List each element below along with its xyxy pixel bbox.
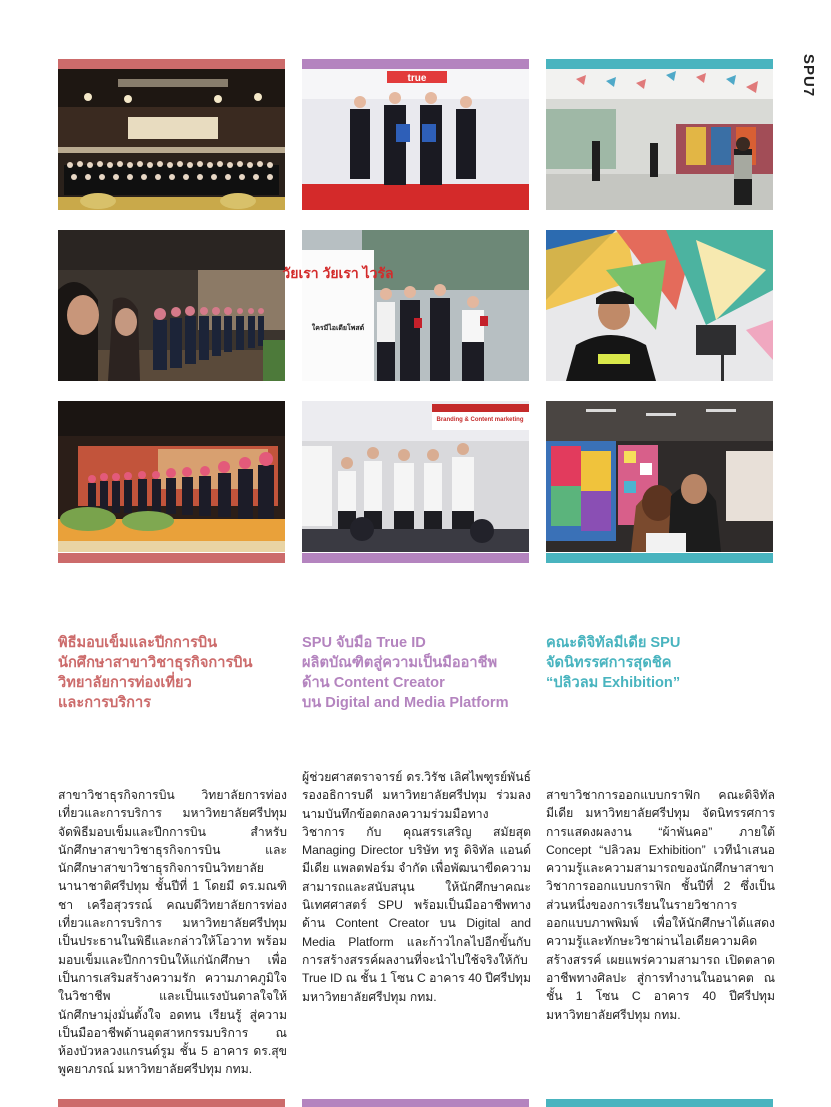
col1-body-text: สาขาวิชาธุรกิจการบิน วิทยาลัยการท่องเที่ยวและการบริการ มหาวิทยาลัยศรีปทุม จัดพิธีมอบเข็มและปีกการบิน สำหรับนักศึกษาสาขาวิชาธุรกิจการบิน และนักศึกษาสาขาวิชาธุรกิจการบินวิทยาลัยนานาชาติศรีปทุม ชั้นปีที่ 1 โดยมี ดร.มณฑิชา เครือสุวรรณ์ คณบดีวิทยาลัยการท่องเที่ยวและการบริการ มหาวิทยาลัยศรีปทุม เป็นประธานในพิธีและกล่าวให้โอวาท พร้อมมอบเข็มและปีกการบินให้แก่นักศึกษา เพื่อเป็นการเสริมสร้างความรัก ความภาคภูมิใจในวิชาชีพ และเป็นแรงบันดาลใจให้นักศึกษามุ่งมั่นตั้งใจ อดทน เรียนรู้ สู่ความเป็นมืออาชีพด้านอุตสาหกรรมบริการ ณ ห้องบัวหลวงแกรนด์รูม ชั้น 5 อาคาร ดร.สุข พูคยาภรณ์ มหาวิทยาลัยศรีปทุม กทม. bbox=[58, 788, 287, 1077]
stage-lineup-photo bbox=[58, 401, 285, 552]
col2-bottom-bar bbox=[302, 1099, 529, 1107]
col3-top-bar bbox=[546, 59, 773, 69]
magazine-logo: SPU7 bbox=[800, 54, 817, 98]
col3-body-text: สาขาวิชาการออกแบบกราฟิก คณะดิจิทัลมีเดีย มหาวิทยาลัยศรีปทุม จัดนิทรรศการการแสดงผลงาน “ผ้าพันคอ” ภายใต้ Concept “ปลิวลม Exhibition” เวทีนำเสนอความรู้และความสามารถของนักศึกษาสาขาวิชาการออกแบบกราฟิก ชั้นปีที่ 2 ซึ่งเป็นส่วนหนึ่งของการเรียนในรายวิชาการออกแบบภาพพิมพ์ เพื่อให้นักศึกษาได้แสดงความรู้และทักษะวิชาผ่านไอเดียความคิดสร้างสรรค์ เผยแพร่ความสามารถ เปิดตลาดอาชีพทางศิลปะ สู่การทำงานในอนาคต ณ ชั้น 1 โซน C อาคาร 40 ปีศรีปทุม มหาวิทยาลัยศรีปทุม กทม. bbox=[546, 788, 775, 1022]
branding-banner-text: Branding & Content marketing bbox=[436, 417, 524, 423]
scarf-exhibition-photo bbox=[546, 401, 773, 552]
col1-headline: พิธีมอบเข็มและปีกการบิน นักศึกษาสาขาวิชาธุรกิจการบิน วิทยาลัยการท่องเที่ยว และการบริการ bbox=[58, 635, 253, 711]
col3-bottom-bar bbox=[546, 1099, 773, 1107]
col1-bottom-bar bbox=[58, 1099, 285, 1107]
student-mural-photo bbox=[546, 230, 773, 381]
mou-signing-photo bbox=[302, 69, 529, 210]
viral-sign-text: วัยเรา วัยเรา ไวรัล bbox=[282, 265, 394, 281]
viral-sign-photo bbox=[282, 230, 529, 381]
true-banner-text: true bbox=[407, 73, 427, 84]
exhibition-hall-photo bbox=[546, 69, 773, 210]
col2-body-text: ผู้ช่วยศาสตราจารย์ ดร.วิรัช เลิศไพฑูรย์พันธ์ รองอธิการบดี มหาวิทยาลัยศรีปทุม ร่วมลงนามบันทึกข้อตกลงความร่วมมือทางวิชาการ กับ คุณสรรเสริญ สมัยสุต Managing Director บริษัท ทรู ดิจิทัล แอนด์มีเดีย แพลตฟอร์ม จำกัด เพื่อพัฒนาขีดความสามารถและสนับสนุน ให้นักศึกษาคณะนิเทศศาสตร์ SPU พร้อมเป็นมืออาชีพทางด้าน Content Creator บน Digital and Media Platform และก้าวไกลไปอีกขั้นกับการสร้างสรรค์ผลงานที่จะนำไปใช้จริงให้กับ True ID ณ ชั้น 1 โซน C อาคาร 40 ปีศรีปทุม มหาวิทยาลัยศรีปทุม กทม. bbox=[302, 770, 531, 1004]
students-line-photo bbox=[58, 230, 285, 381]
col1-mid-bar bbox=[58, 553, 285, 563]
branding-class-photo bbox=[302, 401, 529, 552]
viral-sign-small-text: ใครมีไอเดียโพสต์ bbox=[311, 325, 365, 332]
col3-headline: คณะดิจิทัลมีเดีย SPU จัดนิทรรศการสุดชิค “ปลิวลม Exhibition” bbox=[546, 635, 681, 691]
col2-top-bar bbox=[302, 59, 529, 69]
col2-headline: SPU จับมือ True ID ผลิตบัณฑิตสู่ความเป็นมืออาชีพ ด้าน Content Creator บน Digital and Media Platform bbox=[302, 635, 509, 711]
col3-mid-bar bbox=[546, 553, 773, 563]
col2-mid-bar bbox=[302, 553, 529, 563]
col1-top-bar bbox=[58, 59, 285, 69]
ceremony-group-photo bbox=[58, 69, 285, 210]
